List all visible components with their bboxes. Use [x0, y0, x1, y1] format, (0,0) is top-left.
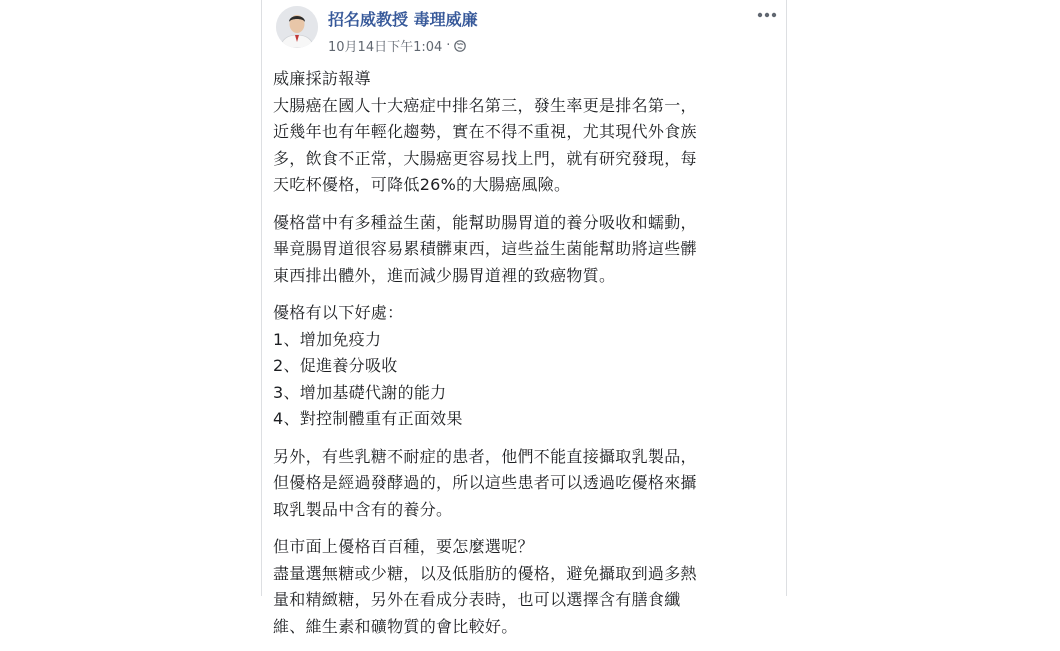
- post-line: 但市面上優格百百種，要怎麼選呢？: [273, 537, 534, 556]
- post-body: [273, 66, 779, 651]
- author-name[interactable]: 招名威教授 毒理威廉: [328, 10, 478, 29]
- post-paragraph: [273, 444, 779, 524]
- meta-separator: ·: [446, 38, 451, 53]
- post-line: 盡量選無糖或少糖，以及低脂肪的優格，避免攝取到過多熱: [273, 563, 697, 583]
- more-horizontal-icon[interactable]: [754, 6, 780, 24]
- post-line: 多，飲食不正常，大腸癌更容易找上門，就有研究發現，每: [273, 148, 697, 168]
- feed-right-border: [786, 0, 787, 596]
- post-paragraph: [273, 210, 779, 290]
- post-line: 但優格是經過發酵過的，所以這些患者可以透過吃優格來攝: [273, 473, 697, 492]
- post-paragraph: [273, 66, 779, 199]
- list-item: 2、促進養分吸收: [273, 356, 398, 375]
- list-item: 3、增加基礎代謝的能力: [273, 382, 447, 402]
- post-timestamp[interactable]: 10月14日下午1:04: [328, 40, 443, 55]
- post-line: 維、維生素和礦物質的會比較好。: [273, 616, 518, 636]
- post-line: 優格當中有多種益生菌，能幫助腸胃道的養分吸收和蠕動，: [273, 212, 697, 232]
- post-line: 東西排出體外，進而減少腸胃道裡的致癌物質。: [273, 265, 616, 285]
- post-line: 量和精緻糖，另外在看成分表時，也可以選擇含有膳食纖: [273, 590, 681, 609]
- post-line: 近幾年也有年輕化趨勢，實在不得不重視，尤其現代外食族: [273, 122, 697, 141]
- list-item: 1、增加免疫力: [273, 329, 382, 349]
- post-meta: [328, 36, 466, 55]
- list-item: 4、對控制體重有正面效果: [273, 409, 463, 428]
- globe-icon[interactable]: [454, 40, 466, 52]
- post-line: 威廉採訪報導: [273, 69, 371, 88]
- post-paragraph: [273, 534, 779, 640]
- post-line: 畢竟腸胃道很容易累積髒東西，這些益生菌能幫助將這些髒: [273, 239, 697, 258]
- post-line: 大腸癌在國人十大癌症中排名第三，發生率更是排名第一，: [273, 95, 697, 115]
- post-line: 取乳製品中含有的養分。: [273, 499, 453, 519]
- post-line: 天吃杯優格，可降低26%的大腸癌風險。: [273, 175, 571, 194]
- post-line: 優格有以下好處：: [273, 303, 404, 322]
- avatar[interactable]: [276, 6, 318, 48]
- facebook-post: [262, 0, 786, 636]
- post-line: 另外，有些乳糖不耐症的患者，他們不能直接攝取乳製品，: [273, 446, 697, 466]
- post-paragraph: [273, 300, 779, 433]
